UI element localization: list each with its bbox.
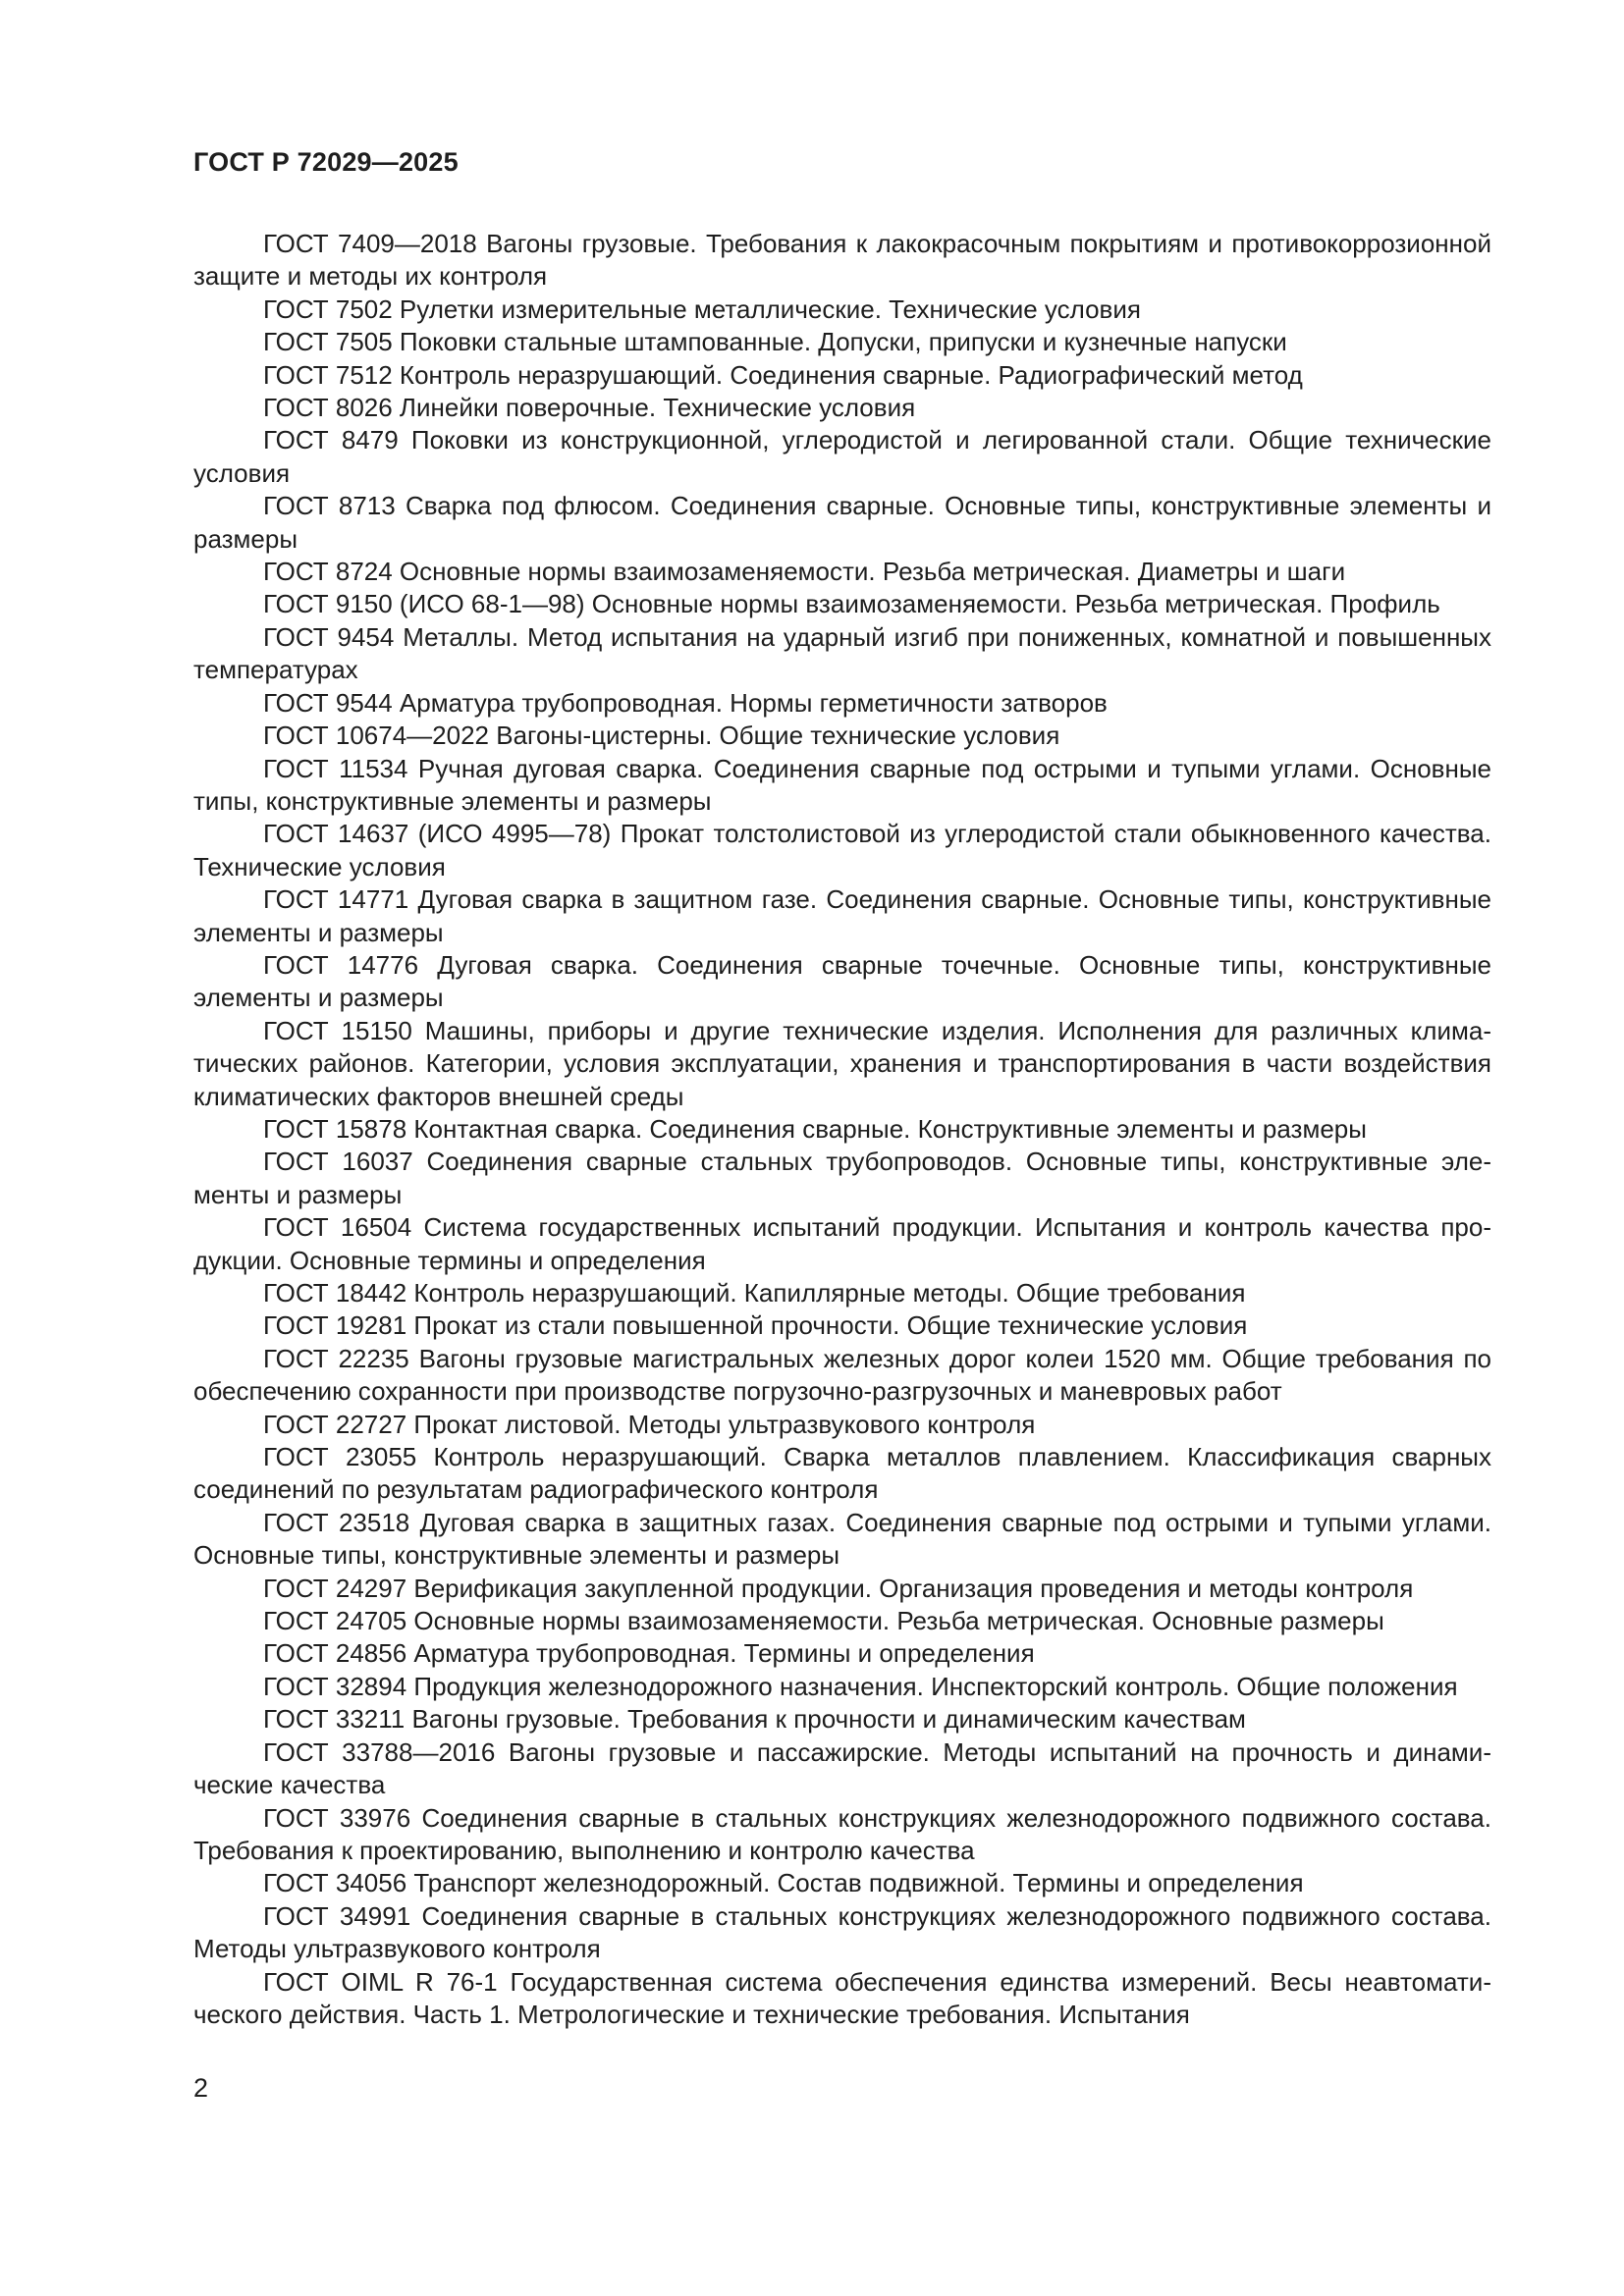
- reference-entry: ГОСТ 7502 Рулетки измерительные металлические. Технические условия: [263, 294, 1141, 324]
- reference-entry: ГОСТ 15878 Контактная сварка. Соединения сварные. Конструктивные элементы и размеры: [263, 1113, 1367, 1144]
- page-number: 2: [193, 2073, 209, 2103]
- reference-entry: ГОСТ OIML R 76-1 Государственная система обеспечения единства измерений. Весы неавтоматического действия. Часть 1. Метрологические и технические требования. Испытания: [193, 1966, 1491, 2029]
- reference-entry: ГОСТ 16504 Система государственных испытаний продукции. Испытания и контроль качества продукции. Основные термины и определения: [193, 1212, 1491, 1275]
- reference-entry: ГОСТ 8479 Поковки из конструкционной, углеродистой и легированной стали. Общие технические условия: [193, 425, 1491, 488]
- reference-entry: ГОСТ 7505 Поковки стальные штампованные. Допуски, припуски и кузнечные напуски: [263, 327, 1287, 357]
- reference-entry: ГОСТ 10674—2022 Вагоны-цистерны. Общие технические условия: [263, 721, 1060, 751]
- reference-entry: ГОСТ 15150 Машины, приборы и другие технические изделия. Исполнения для различных климатических районов. Категории, условия эксплуатации, хранения и транспортирования в части воздействия климатических факторов внешней среды: [193, 1015, 1491, 1111]
- reference-entry: ГОСТ 14637 (ИСО 4995—78) Прокат толстолистовой из углеродистой стали обыкновенного качества. Технические условия: [193, 819, 1491, 881]
- reference-entry: ГОСТ 16037 Соединения сварные стальных трубопроводов. Основные типы, конструктивные элементы и размеры: [193, 1147, 1491, 1209]
- reference-entry: ГОСТ 7512 Контроль неразрушающий. Соединения сварные. Радиографический метод: [263, 359, 1303, 390]
- reference-entry: ГОСТ 8026 Линейки поверочные. Технические условия: [263, 393, 916, 423]
- reference-entry: ГОСТ 34056 Транспорт железнодорожный. Состав подвижной. Термины и определения: [263, 1868, 1304, 1898]
- reference-entry: ГОСТ 24705 Основные нормы взаимозаменяемости. Резьба метрическая. Основные размеры: [263, 1606, 1384, 1636]
- reference-entry: ГОСТ 24297 Верификация закупленной продукции. Организация проведения и методы контроля: [263, 1573, 1414, 1603]
- reference-entry: ГОСТ 23518 Дуговая сварка в защитных газах. Соединения сварные под острыми и тупыми углами. Основные типы, конструктивные элементы и размеры: [193, 1507, 1491, 1571]
- reference-entry: ГОСТ 9454 Металлы. Метод испытания на ударный изгиб при пониженных, комнатной и повышенных температурах: [193, 621, 1491, 685]
- reference-entry: ГОСТ 23055 Контроль неразрушающий. Сварка металлов плавлением. Классификация сварных соединений по результатам радиографического контроля: [193, 1442, 1491, 1505]
- reference-entry: ГОСТ 33211 Вагоны грузовые. Требования к прочности и динамическим качествам: [263, 1704, 1246, 1735]
- reference-entry: ГОСТ 8724 Основные нормы взаимозаменяемости. Резьба метрическая. Диаметры и шаги: [263, 557, 1346, 587]
- reference-entry: ГОСТ 7409—2018 Вагоны грузовые. Требования к лакокрасочным покрытиям и противокоррозионной защите и методы их контроля: [193, 229, 1491, 292]
- reference-entry: ГОСТ 33788—2016 Вагоны грузовые и пассажирские. Методы испытаний на прочность и динамические качества: [193, 1736, 1491, 1800]
- normative-references-list: [193, 228, 1491, 2031]
- reference-entry: ГОСТ 22727 Прокат листовой. Методы ультразвукового контроля: [263, 1409, 1036, 1439]
- reference-entry: ГОСТ 14776 Дуговая сварка. Соединения сварные точечные. Основные типы, конструктивные элементы и размеры: [193, 949, 1491, 1013]
- reference-entry: ГОСТ 8713 Сварка под флюсом. Соединения сварные. Основные типы, конструктивные элементы и размеры: [193, 491, 1491, 554]
- reference-entry: ГОСТ 18442 Контроль неразрушающий. Капиллярные методы. Общие требования: [263, 1278, 1246, 1308]
- reference-entry: ГОСТ 11534 Ручная дуговая сварка. Соединения сварные под острыми и тупыми углами. Основные типы, конструктивные элементы и размеры: [193, 753, 1491, 816]
- document-code-header: ГОСТ Р 72029—2025: [193, 147, 459, 177]
- reference-entry: ГОСТ 33976 Соединения сварные в стальных конструкциях железнодорожного подвижного состава. Требования к проектированию, выполнению и контролю качества: [193, 1802, 1491, 1865]
- reference-entry: ГОСТ 9150 (ИСО 68-1—98) Основные нормы взаимозаменяемости. Резьба метрическая. Профиль: [263, 589, 1440, 619]
- reference-entry: ГОСТ 19281 Прокат из стали повышенной прочности. Общие технические условия: [263, 1310, 1248, 1341]
- reference-entry: ГОСТ 34991 Соединения сварные в стальных конструкциях железнодорожного подвижного состава. Методы ультразвукового контроля: [193, 1900, 1491, 1964]
- reference-entry: ГОСТ 32894 Продукция железнодорожного назначения. Инспекторский контроль. Общие положения: [263, 1671, 1458, 1701]
- reference-entry: ГОСТ 22235 Вагоны грузовые магистральных железных дорог колеи 1520 мм. Общие требования по обеспечению сохранности при производстве погрузочно-разгрузочных и маневровых работ: [193, 1343, 1491, 1407]
- reference-entry: ГОСТ 14771 Дуговая сварка в защитном газе. Соединения сварные. Основные типы, конструктивные элементы и размеры: [193, 884, 1491, 947]
- reference-entry: ГОСТ 9544 Арматура трубопроводная. Нормы герметичности затворов: [263, 687, 1108, 718]
- reference-entry: ГОСТ 24856 Арматура трубопроводная. Термины и определения: [263, 1638, 1035, 1669]
